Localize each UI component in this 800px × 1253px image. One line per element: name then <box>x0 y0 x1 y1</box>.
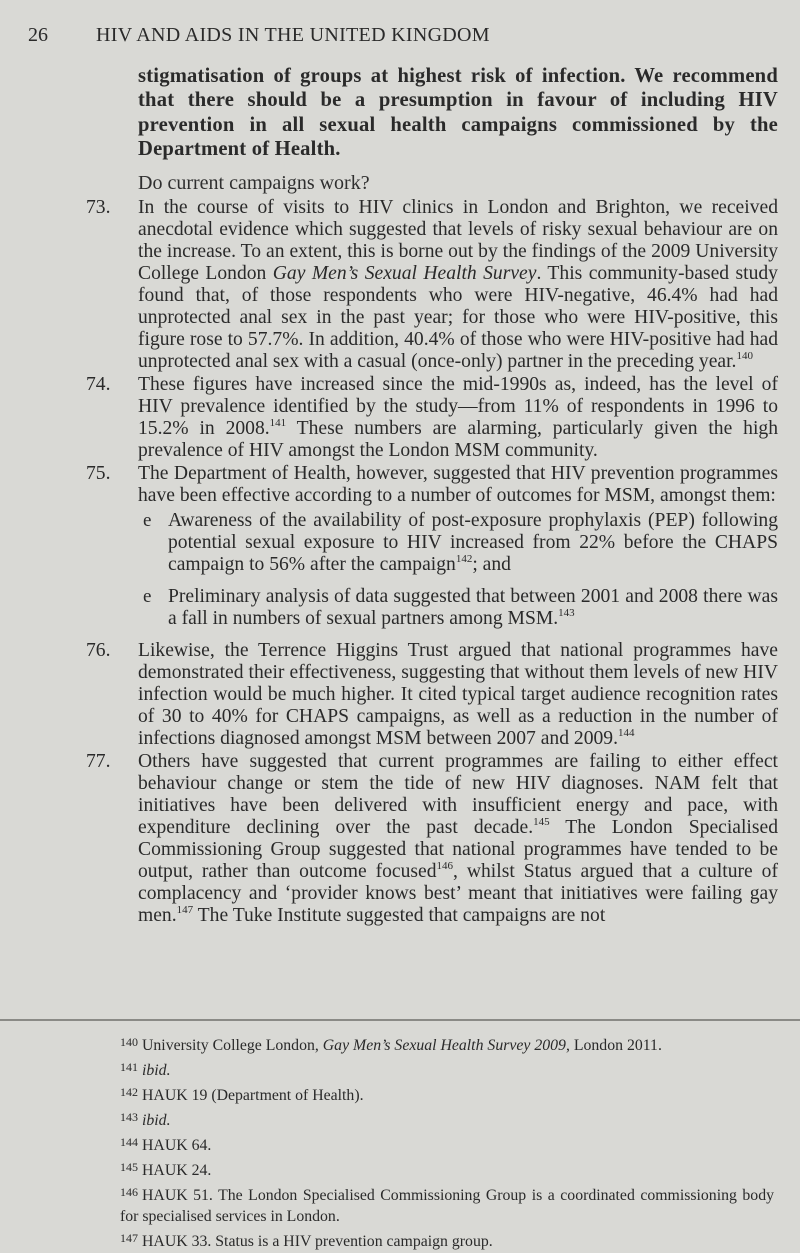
footnote-number: 143 <box>120 1110 138 1124</box>
text-run: These numbers are alarming, particularly given the high prevalence of HIV amongst the London MSM community. <box>138 418 778 462</box>
paragraph-text <box>138 374 778 462</box>
footnote-number: 141 <box>120 1060 138 1074</box>
section-subheading: Do current campaigns work? <box>138 172 370 195</box>
bullet-marker: e <box>143 586 152 608</box>
text-run: The London Specialised Commissioning Group suggested that national programmes have tended to be output, rather than outcome focused <box>138 817 778 883</box>
footnote-ref: 144 <box>617 727 635 740</box>
paragraph-number: 75. <box>86 463 111 485</box>
paragraph-text <box>138 640 778 750</box>
footnote-ref: 142 <box>455 553 473 566</box>
text-run: These figures have increased since the mid-1990s as, indeed, has the level of HIV prevalence identified by the study—from 11% of respondents in 1996 to 15.2% in 2008. <box>138 374 778 440</box>
footnote-ref: 140 <box>736 350 753 363</box>
footnote-number: 144 <box>120 1135 138 1149</box>
footnote-text: University College London, <box>142 1037 323 1054</box>
text-run: Likewise, the Terrence Higgins Trust argued that national programmes have demonstrated their effectiveness, suggesting that without them levels of new HIV infection would be much higher. It cited typical target audience recognition rates of 30 to 40% for CHAPS campaigns, as well as a reduction in the number of infections diagnosed amongst MSM between 2007 and 2009. <box>138 640 778 750</box>
footnote <box>120 1107 774 1131</box>
text-run: Preliminary analysis of data suggested that between 2001 and 2008 there was a fall in numbers of sexual partners among MSM. <box>168 586 778 630</box>
footnote <box>120 1228 774 1252</box>
paragraph-number: 73. <box>86 197 111 219</box>
paragraph-76 <box>0 640 800 750</box>
footnote-number: 147 <box>120 1231 138 1245</box>
paragraph-text <box>138 751 778 927</box>
footnote-ref: 147 <box>176 904 194 917</box>
paragraph-74 <box>0 374 800 462</box>
footnote-text: , London 2011. <box>565 1037 662 1054</box>
paragraph-text <box>138 197 778 373</box>
paragraph-73 <box>0 197 800 373</box>
bullet-marker: e <box>143 510 152 532</box>
paragraph-75 <box>0 463 800 630</box>
footnotes <box>120 1032 774 1253</box>
paragraph-text: The Department of Health, however, suggested that HIV prevention programmes have been effective according to a number of outcomes for MSM, amongst them: <box>138 463 778 507</box>
list-item-text <box>168 586 778 630</box>
footnote-text: HAUK 64. <box>142 1137 212 1154</box>
footnote-title: ibid. <box>142 1112 171 1129</box>
list-item <box>138 586 778 630</box>
footnote-title: ibid. <box>142 1062 171 1079</box>
survey-title: Gay Men’s Sexual Health Survey <box>272 263 537 285</box>
footnote-ref: 143 <box>558 607 575 620</box>
paragraph-77 <box>0 751 800 927</box>
footnote-text: HAUK 51. The London Specialised Commissioning Group is a coordinated commissioning body for specialised services in London. <box>120 1187 774 1225</box>
footnote-ref: 145 <box>533 816 550 829</box>
list-item <box>138 510 778 576</box>
footnote <box>120 1132 774 1156</box>
list-item-text <box>168 510 778 576</box>
running-head: HIV AND AIDS IN THE UNITED KINGDOM <box>96 24 490 46</box>
footnote <box>120 1057 774 1081</box>
footnote <box>120 1182 774 1227</box>
text-run: ; and <box>472 554 511 576</box>
footnote <box>120 1157 774 1181</box>
footnote-text: HAUK 33. Status is a HIV prevention campaign group. <box>142 1233 493 1250</box>
body-text <box>0 64 800 927</box>
bullet-list <box>138 510 778 630</box>
paragraph-number: 77. <box>86 751 111 773</box>
text-run: , whilst Status argued that a culture of complacency and ‘provider knows best’ meant that initiatives were failing gay men. <box>138 861 779 927</box>
footnote-number: 142 <box>120 1085 138 1099</box>
footnote <box>120 1032 774 1056</box>
intro-paragraph <box>0 64 800 161</box>
footnote-number: 145 <box>120 1160 138 1174</box>
footnote-number: 146 <box>120 1185 138 1199</box>
paragraph-number: 74. <box>86 374 111 396</box>
page-number: 26 <box>28 24 48 46</box>
text-run: Others have suggested that current programmes are failing to either effect behaviour change or stem the tide of new HIV diagnoses. NAM felt that initiatives have been delivered with insufficient energy and pace, with expenditure declining over the past decade. <box>138 751 778 839</box>
footnote-divider <box>0 1019 800 1021</box>
text-run: In the course of visits to HIV clinics in London and Brighton, we received anecdotal evidence which suggested that levels of risky sexual behaviour are on the increase. To an extent, this is borne out by the findings of the 2009 University College London <box>138 197 778 285</box>
footnote-text: HAUK 19 (Department of Health). <box>142 1087 364 1104</box>
footnote-title: Gay Men’s Sexual Health Survey 2009 <box>322 1037 566 1054</box>
footnote-ref: 141 <box>269 417 287 430</box>
footnote-ref: 146 <box>436 860 454 873</box>
footnote-number: 140 <box>120 1035 138 1049</box>
text-run: The Tuke Institute suggested that campaigns are not <box>193 905 606 927</box>
text-run: Awareness of the availability of post-exposure prophylaxis (PEP) following potential sexual exposure to HIV increased from 22% before the CHAPS campaign to 56% after the campaign <box>168 510 778 576</box>
footnote <box>120 1082 774 1106</box>
recommendation-text: stigmatisation of groups at highest risk of infection. We recommend that there should be a presumption in favour of including HIV prevention in all sexual health campaigns commissioned by the Department of Health. <box>138 65 778 160</box>
text-run: . This community-based study found that, of those respondents who were HIV-negative, 46.4% had had unprotected anal sex in the past year; for those who were HIV-positive, this figure rose to 57.7%. In addition, 40.4% of those who were HIV-positive had had unprotected anal sex with a casual (once-only) partner in the preceding year. <box>138 263 778 373</box>
paragraph-number: 76. <box>86 640 111 662</box>
page-header <box>28 24 780 54</box>
footnote-text: HAUK 24. <box>142 1162 212 1179</box>
